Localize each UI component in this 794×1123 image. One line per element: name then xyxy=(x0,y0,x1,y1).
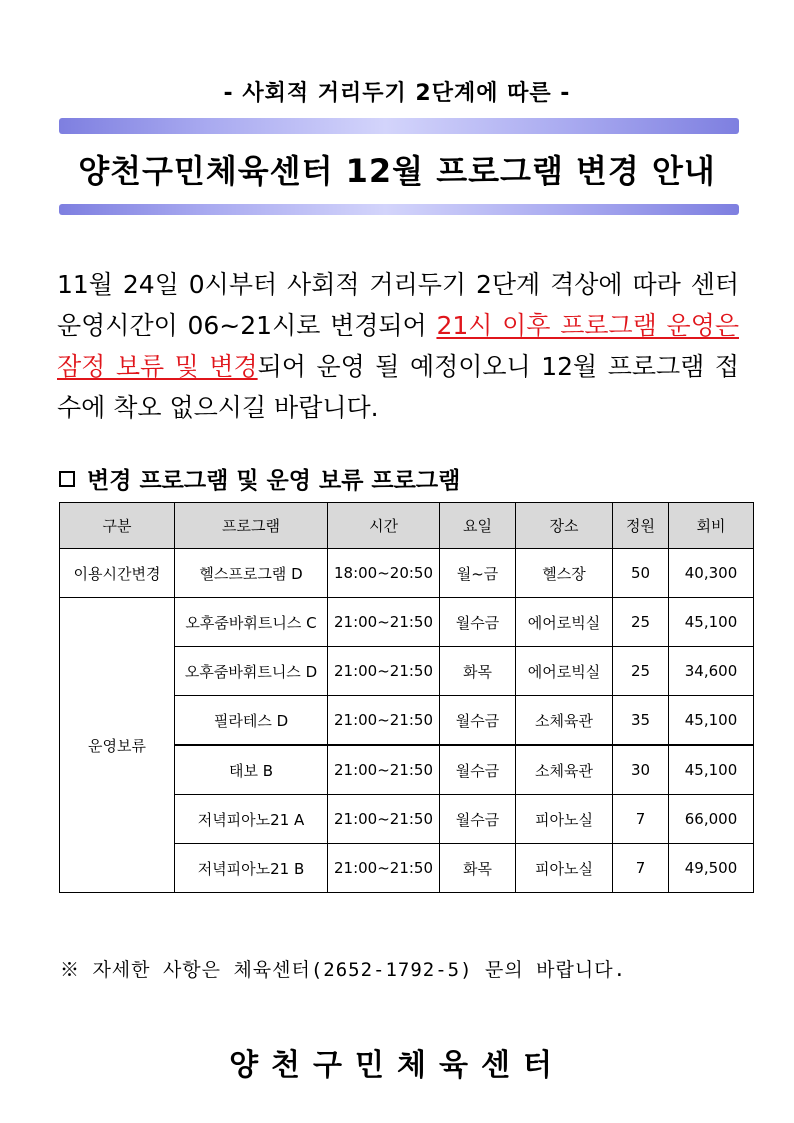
table-cell: 에어로빅실 xyxy=(516,647,613,696)
table-cell: 18:00~20:50 xyxy=(328,549,440,598)
table-cell: 66,000 xyxy=(669,795,754,844)
table-cell: 21:00~21:50 xyxy=(328,795,440,844)
column-header: 요일 xyxy=(440,503,516,549)
table-cell: 필라테스 D xyxy=(175,696,328,746)
table-cell: 40,300 xyxy=(669,549,754,598)
table-cell: 피아노실 xyxy=(516,844,613,893)
table-row xyxy=(60,598,754,647)
section-heading-text: 변경 프로그램 및 운영 보류 프로그램 xyxy=(87,468,461,494)
contact-note: ※ 자세한 사항은 체육센터(2652-1792-5) 문의 바랍니다. xyxy=(60,959,627,981)
table-cell: 45,100 xyxy=(669,598,754,647)
table-cell: 헬스장 xyxy=(516,549,613,598)
table-cell: 50 xyxy=(613,549,669,598)
table-cell: 월~금 xyxy=(440,549,516,598)
table-row xyxy=(60,549,754,598)
table-cell: 에어로빅실 xyxy=(516,598,613,647)
table-cell: 45,100 xyxy=(669,696,754,746)
table-cell: 소체육관 xyxy=(516,696,613,746)
group-cell: 운영보류 xyxy=(60,598,175,893)
table-cell: 7 xyxy=(613,795,669,844)
notice-paragraph xyxy=(57,264,739,428)
table-cell: 34,600 xyxy=(669,647,754,696)
checkbox-icon xyxy=(59,471,75,487)
table-cell: 45,100 xyxy=(669,745,754,795)
table-cell: 월수금 xyxy=(440,745,516,795)
table-cell: 21:00~21:50 xyxy=(328,598,440,647)
table-cell: 저녁피아노21 B xyxy=(175,844,328,893)
table-cell: 30 xyxy=(613,745,669,795)
column-header: 장소 xyxy=(516,503,613,549)
section-heading xyxy=(59,462,460,495)
table-cell: 오후줌바휘트니스 C xyxy=(175,598,328,647)
table-cell: 태보 B xyxy=(175,745,328,795)
title-band-bottom xyxy=(59,204,739,215)
notice-text-2: 되어 운영 될 예정이오니 12월 프로그램 접수에 착오 없으시길 바랍니다. xyxy=(57,352,739,422)
column-header: 시간 xyxy=(328,503,440,549)
table-cell: 49,500 xyxy=(669,844,754,893)
subtitle: - 사회적 거리두기 2단계에 따른 - xyxy=(223,81,571,106)
group-cell: 이용시간변경 xyxy=(60,549,175,598)
column-header: 정원 xyxy=(613,503,669,549)
notice-highlight: 21시 이후 프로그램 운영은 잠정 보류 및 변경 xyxy=(57,311,739,381)
organization-name: 양천구민체육센터 xyxy=(229,1048,565,1083)
table-cell: 25 xyxy=(613,647,669,696)
table-cell: 21:00~21:50 xyxy=(328,647,440,696)
table-cell: 화목 xyxy=(440,647,516,696)
table-cell: 21:00~21:50 xyxy=(328,696,440,746)
table-cell: 월수금 xyxy=(440,795,516,844)
table-cell: 21:00~21:50 xyxy=(328,745,440,795)
column-header: 프로그램 xyxy=(175,503,328,549)
table-cell: 35 xyxy=(613,696,669,746)
table-cell: 피아노실 xyxy=(516,795,613,844)
column-header: 구분 xyxy=(60,503,175,549)
table-cell: 25 xyxy=(613,598,669,647)
table-cell: 월수금 xyxy=(440,598,516,647)
table-cell: 저녁피아노21 A xyxy=(175,795,328,844)
page-title: 양천구민체육센터 12월 프로그램 변경 안내 xyxy=(78,152,716,190)
notice-text-1: 11월 24일 0시부터 사회적 거리두기 2단계 격상에 따라 센터 운영시간이 06~21시로 변경되어 xyxy=(57,270,739,340)
table-cell: 21:00~21:50 xyxy=(328,844,440,893)
title-band-top xyxy=(59,118,739,134)
table-cell: 7 xyxy=(613,844,669,893)
program-table xyxy=(59,502,754,893)
table-cell: 소체육관 xyxy=(516,745,613,795)
column-header: 회비 xyxy=(669,503,754,549)
table-header-row xyxy=(60,503,754,549)
table-cell: 헬스프로그램 D xyxy=(175,549,328,598)
table-cell: 월수금 xyxy=(440,696,516,746)
table-cell: 화목 xyxy=(440,844,516,893)
table-cell: 오후줌바휘트니스 D xyxy=(175,647,328,696)
